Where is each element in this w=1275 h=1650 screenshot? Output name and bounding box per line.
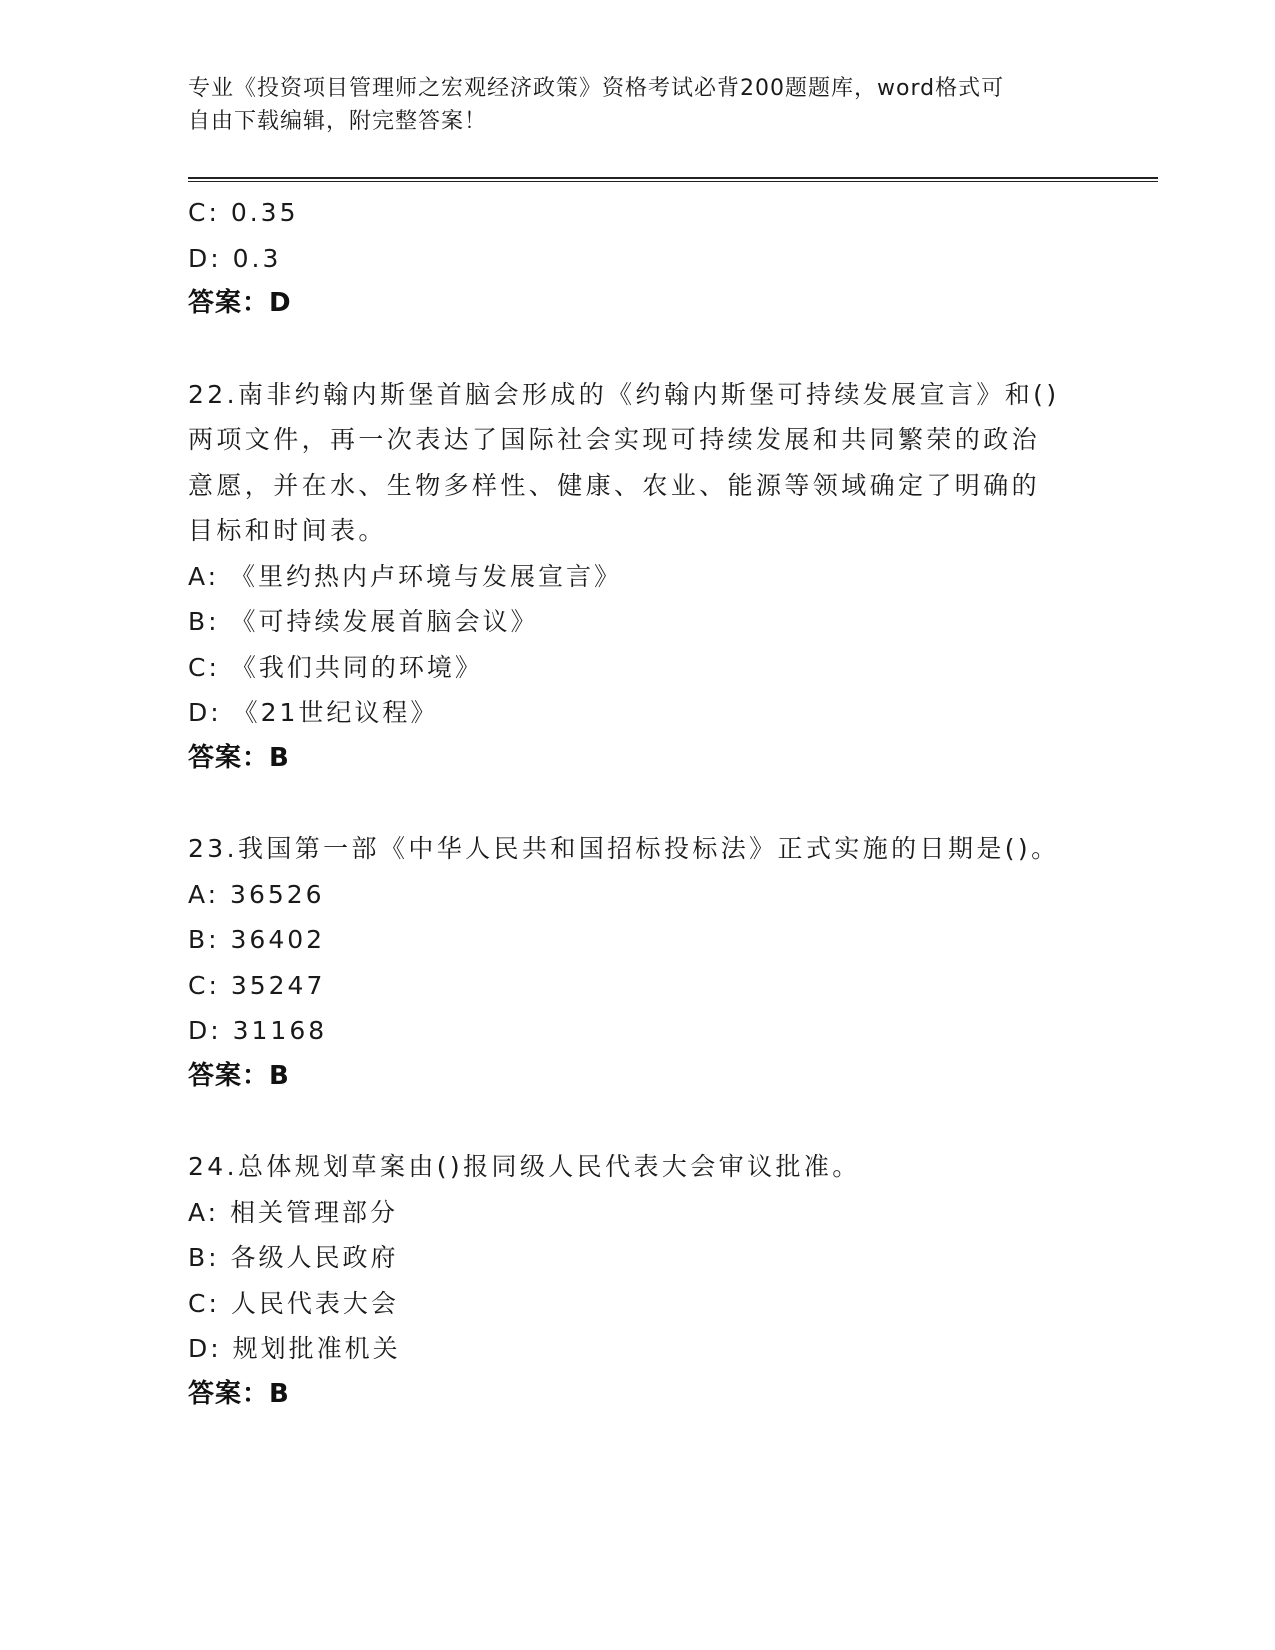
question-22 [188,372,1088,782]
spacer [188,327,1088,372]
option-a: A: 36526 [188,879,325,909]
option-b: B: 36402 [188,925,326,954]
question-stem: 24.总体规划草案由()报同级人民代表大会审议批准。 [188,1152,861,1181]
option-c: C: 0.35 [188,198,299,227]
document-body [188,190,1088,1417]
previous-question-block [188,190,1088,327]
option-d: D: 规划批准机关 [188,1334,401,1363]
option-a: A: 相关管理部分 [188,1197,399,1227]
page-header [188,72,1088,138]
question-stem: 23.我国第一部《中华人民共和国招标投标法》正式实施的日期是()。 [188,834,1060,863]
question-stem: 22.南非约翰内斯堡首脑会形成的《约翰内斯堡可持续发展宣言》和()两项文件，再一次表达了国际社会实现可持续发展和共同繁荣的政治意愿，并在水、生物多样性、健康、农业、能源等领域确定了明确的目标和时间表。 [188,379,1060,545]
spacer [188,781,1088,826]
header-title-line-2: 自由下载编辑，附完整答案！ [188,109,488,134]
question-23 [188,826,1088,1099]
answer-line: 答案：B [188,1378,290,1409]
header-title-line-1: 专业《投资项目管理师之宏观经济政策》资格考试必背200题题库，word格式可 [188,76,1005,101]
option-c: C: 人民代表大会 [188,1288,399,1318]
option-b: B: 各级人民政府 [188,1243,399,1272]
option-a: A: 《里约热内卢环境与发展宣言》 [188,561,623,591]
answer-line: 答案：D [188,288,292,318]
option-c: C: 《我们共同的环境》 [188,652,483,682]
spacer [188,1099,1088,1144]
option-b: B: 《可持续发展首脑会议》 [188,607,539,636]
answer-line: 答案：B [188,742,290,773]
option-d: D: 《21世纪议程》 [188,698,439,727]
header-divider [188,177,1158,182]
question-24 [188,1144,1088,1417]
option-c: C: 35247 [188,970,326,1000]
option-d: D: 31168 [188,1016,328,1045]
option-d: D: 0.3 [188,243,282,273]
answer-line: 答案：B [188,1060,290,1091]
